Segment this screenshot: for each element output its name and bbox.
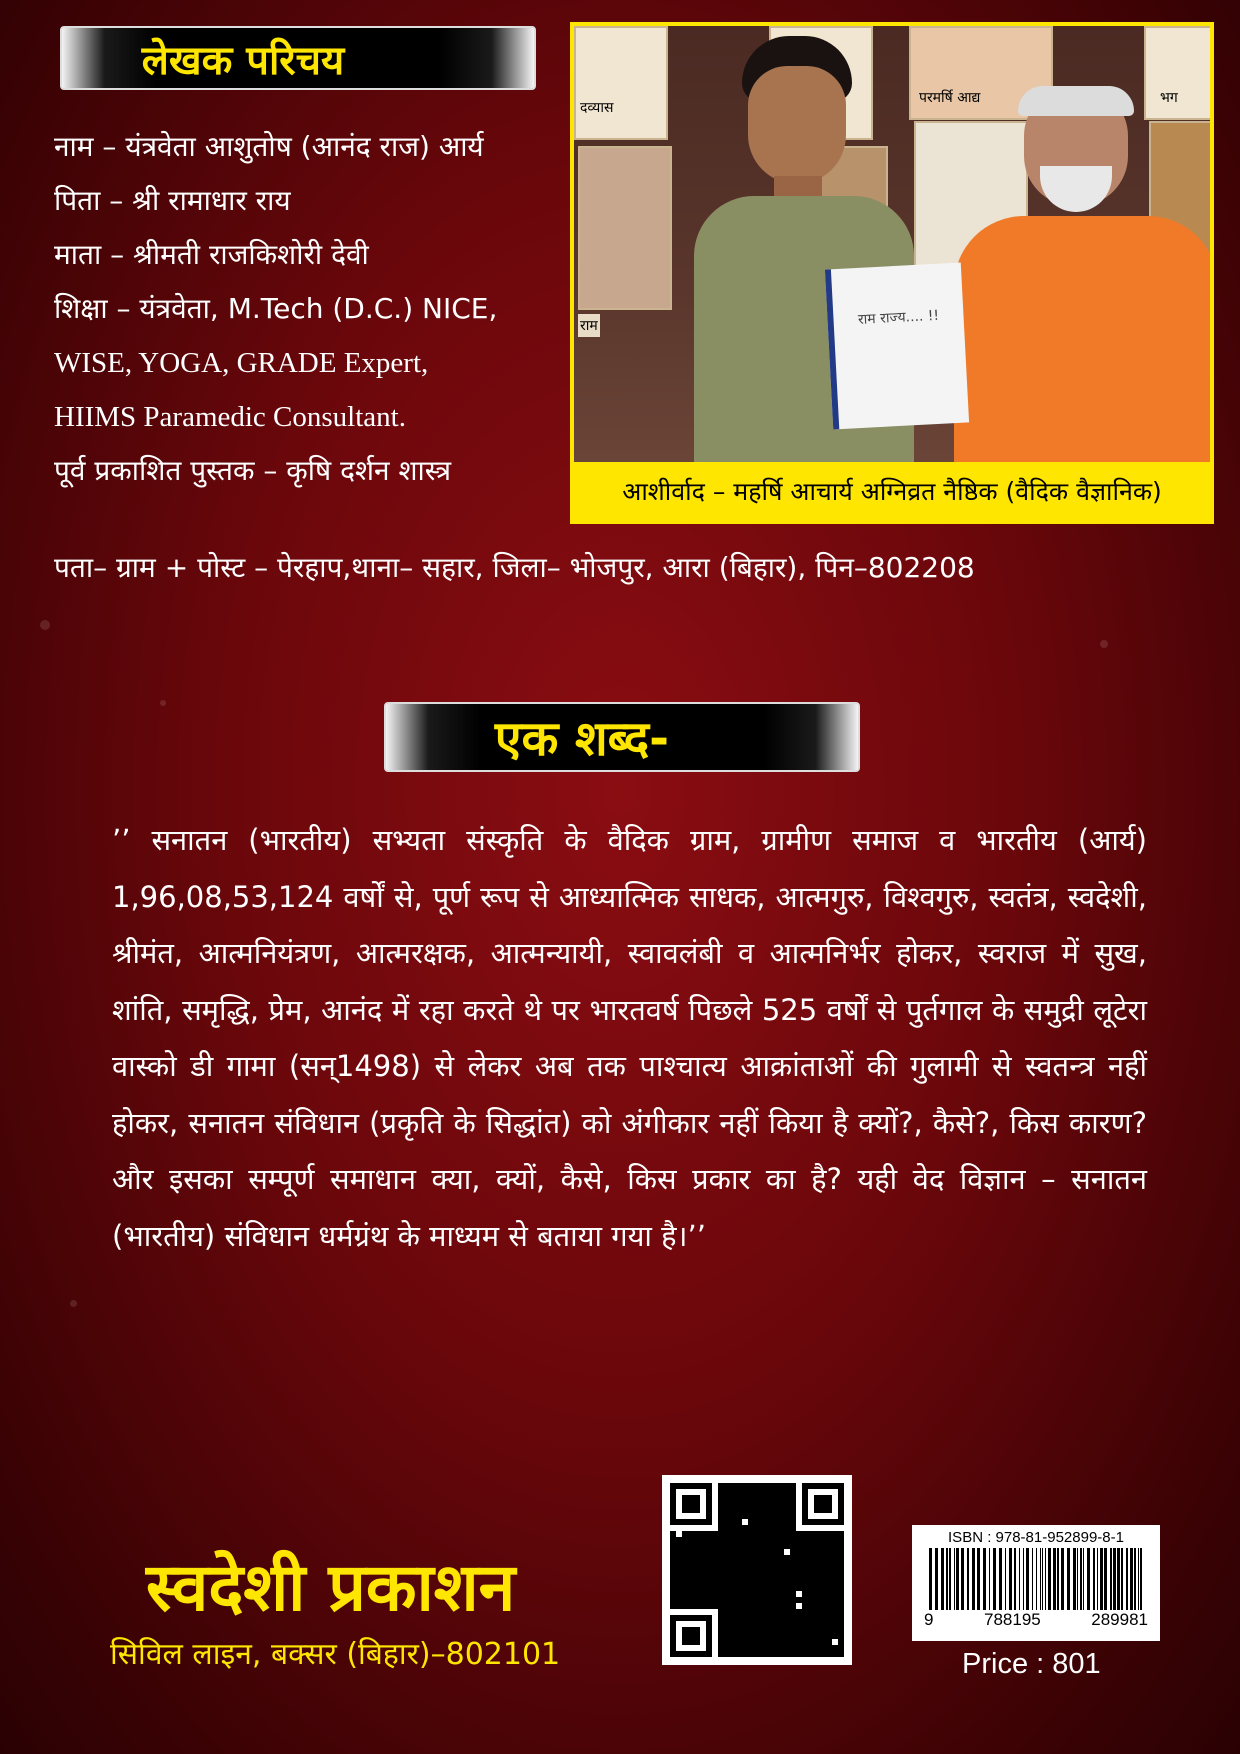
isbn-barcode (912, 1525, 1160, 1641)
author-photo (570, 22, 1214, 524)
photo-poster (574, 26, 668, 140)
barcode-digit-lead: 9 (924, 1610, 934, 1629)
poster-label: भग (1160, 90, 1178, 106)
bio-line: शिक्षा – यंत्रवेता, M.Tech (D.C.) NICE, (54, 292, 498, 325)
barcode-digits-right: 289981 (1091, 1610, 1148, 1629)
book (825, 263, 969, 430)
bio-line: पूर्व प्रकाशित पुस्तक – कृषि दर्शन शास्त्र (54, 454, 452, 487)
author-address: पता– ग्राम + पोस्ट – पेरहाप,थाना– सहार, जिला– भोजपुर, आरा (बिहार), पिन–802208 (54, 551, 975, 584)
bio-line: HIIMS Paramedic Consultant. (54, 401, 406, 433)
barcode-digits (920, 1610, 1152, 1630)
book-title: राम राज्य.... !! (857, 307, 940, 328)
photo-caption: आशीर्वाद – महर्षि आचार्य अग्निव्रत नैष्ठिक (वैदिक वैज्ञानिक) (574, 462, 1210, 520)
bio-line: पिता – श्री रामाधार राय (54, 184, 291, 217)
author-section-header (60, 26, 536, 90)
publisher-name: स्वदेशी प्रकाशन (146, 1549, 516, 1626)
barcode-digits-left: 788195 (984, 1610, 1041, 1629)
publisher-address: सिविल लाइन, बक्सर (बिहार)–802101 (110, 1637, 561, 1672)
background-speckle (160, 700, 166, 706)
ek-shabd-title: एक शब्द- (494, 710, 670, 767)
price: Price : 801 (962, 1648, 1101, 1680)
bio-line: नाम – यंत्रवेता आशुतोष (आनंद राज) आर्य (54, 130, 484, 163)
poster-label: राम (578, 314, 600, 337)
author-section-title: लेखक परिचय (141, 37, 345, 84)
qr-code (662, 1475, 852, 1665)
background-speckle (1100, 640, 1108, 648)
author-bio (54, 120, 554, 498)
bio-line: WISE, YOGA, GRADE Expert, (54, 347, 429, 379)
isbn-text: ISBN : 978-81-952899-8-1 (948, 1529, 1124, 1546)
ek-shabd-paragraph: ’’ सनातन (भारतीय) सभ्यता संस्कृति के वैदिक ग्राम, ग्रामीण समाज व भारतीय (आर्य) 1,96,08,53,124 वर्षों से, पूर्ण रूप से आध्यात्मिक साधक, आत्मगुरु, विश्वगुरु, स्वतंत्र, स्वदेशी, श्रीमंत, आत्मनियंत्रण, आत्मरक्षक, आत्मन्यायी, स्वावलंबी व आत्मनिर्भर होकर, स्वराज में सुख, शांति, समृद्धि, प्रेम, आनंद में रहा करते थे पर भारतवर्ष पिछले 525 वर्षों से पुर्तगाल के समुद्री लूटेरा वास्को डी गामा (सन्1498) से लेकर अब तक पाश्चात्य आक्रांताओं की गुलामी से स्वतन्त्र नहीं होकर, सनातन संविधान (प्रकृति के सिद्धांत) को अंगीकार नहीं किया है क्यों?, कैसे?, किस कारण? और इसका सम्पूर्ण समाधान क्या, क्यों, कैसे, किस प्रकार का है? यही वेद विज्ञान – सनातन (भारतीय) संविधान धर्मग्रंथ के माध्यम से बताया गया है।’’ (112, 823, 1147, 1253)
poster-label: परमर्षि आद्य (919, 90, 981, 106)
barcode-bars (921, 1548, 1151, 1610)
person-right (954, 86, 1214, 466)
bio-line: माता – श्रीमती राजकिशोरी देवी (54, 238, 369, 271)
background-speckle (70, 1300, 77, 1307)
photo-poster (578, 146, 672, 310)
ek-shabd-header (384, 702, 860, 772)
poster-label: दव्यास (580, 100, 614, 116)
background-speckle (40, 620, 50, 630)
